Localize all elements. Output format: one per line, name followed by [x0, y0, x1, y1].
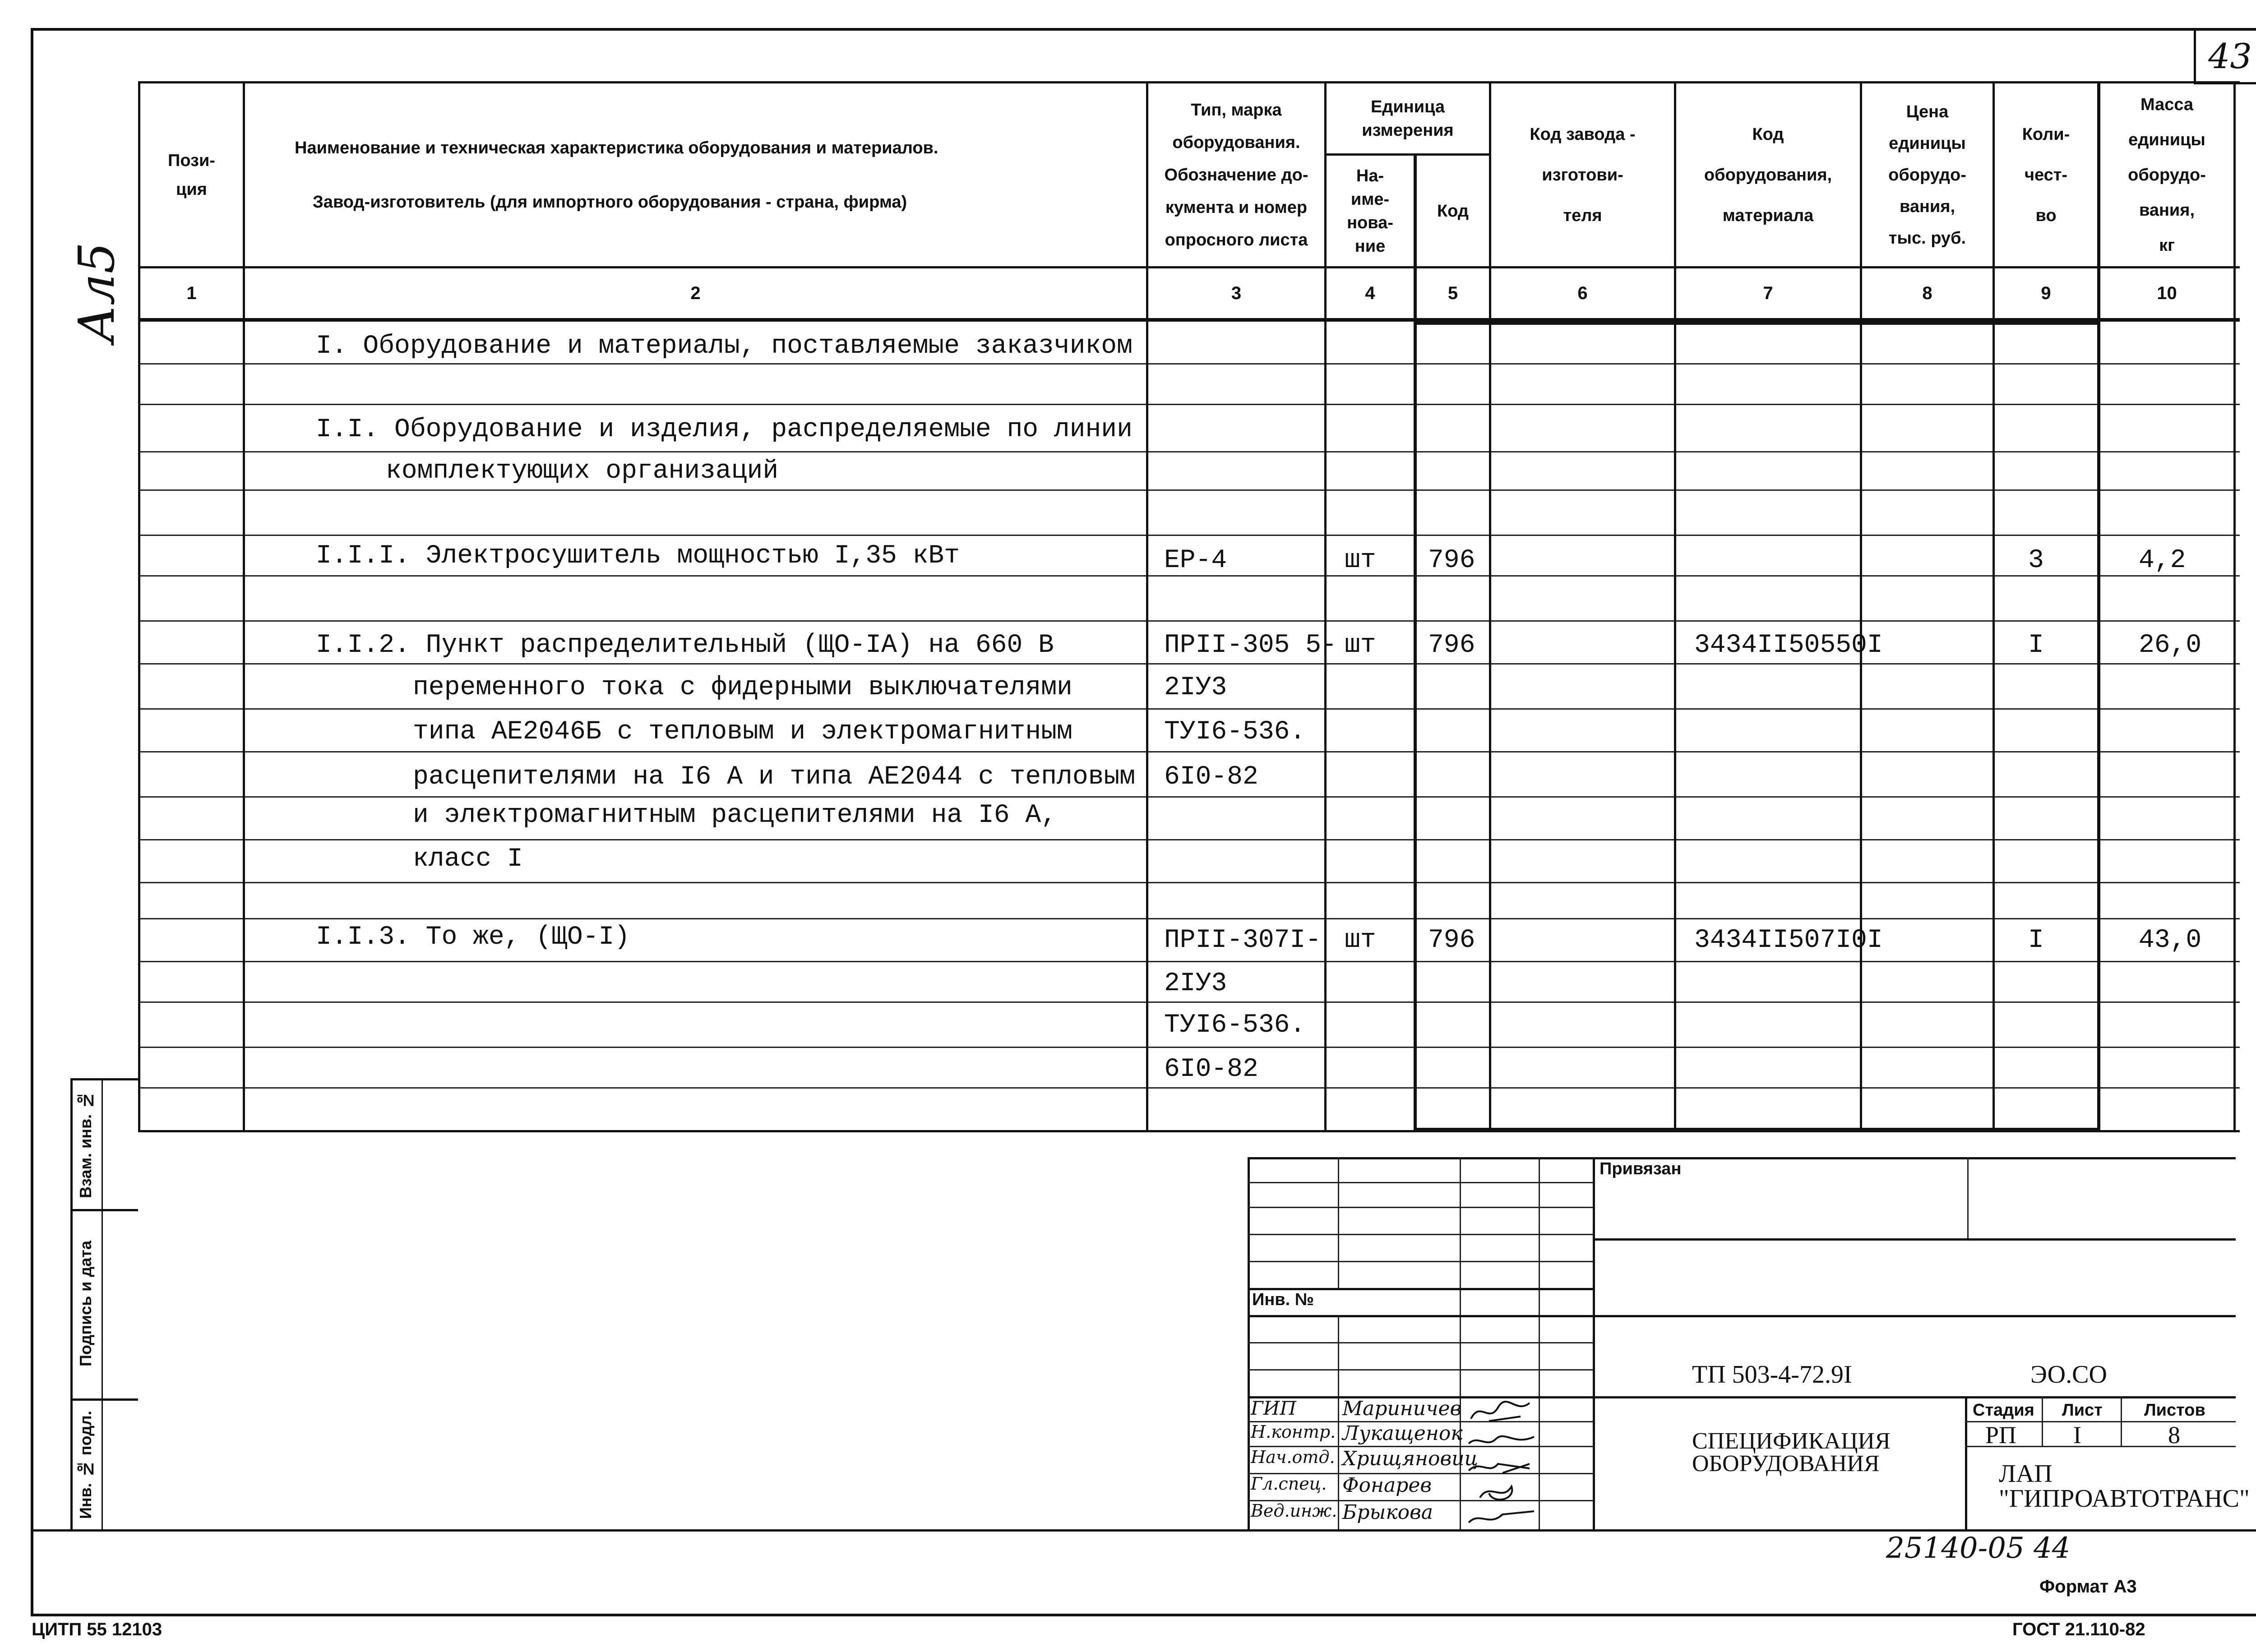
format-label: Формат А3: [2039, 1577, 2137, 1597]
item-type-cont: ТУI6-536.: [1164, 717, 1306, 747]
signature-role: Вед.инж.: [1251, 1501, 1337, 1521]
header-mass: Масса единицы оборудо- вания, кг: [2128, 95, 2206, 255]
item-name-cont: класс I: [413, 844, 523, 874]
sheets-label: Листов: [2144, 1401, 2205, 1420]
doc-code: ТП 503-4-72.9I: [1692, 1361, 1852, 1389]
item-unit: шт: [1345, 926, 1376, 955]
side-stamp-signature-date: Подпись и дата: [76, 1241, 95, 1367]
signature-name: Мариничев: [1342, 1397, 1462, 1420]
doc-title-line1: СПЕЦИФИКАЦИЯ: [1692, 1428, 1891, 1454]
org-line2: "ГИПРОАВТОТРАНС": [1999, 1485, 2250, 1513]
colnum-3: 3: [1231, 283, 1242, 303]
item-material-code: 3434II507I0I: [1694, 926, 1883, 955]
header-unit-code: Код: [1437, 201, 1469, 221]
colnum-9: 9: [2041, 283, 2051, 303]
item-unit: шт: [1345, 546, 1376, 575]
item-unit-code: 796: [1428, 546, 1475, 575]
item-type-cont: 6I0-82: [1164, 1055, 1258, 1084]
colnum-10: 10: [2157, 283, 2177, 303]
colnum-bottom-line: [138, 318, 2240, 322]
colnum-5: 5: [1447, 283, 1458, 303]
doc-suffix: ЭО.СО: [2030, 1361, 2107, 1389]
stage-label: Стадия: [1973, 1401, 2034, 1420]
signature-role: Гл.спец.: [1251, 1474, 1327, 1494]
item-unit: шт: [1345, 631, 1376, 660]
header-unit-name: На- име- нова- ние: [1347, 166, 1393, 256]
signature-role: Нач.отд.: [1251, 1447, 1335, 1467]
section-heading-1: I. Оборудование и материалы, поставляемые заказчиком: [316, 332, 1133, 361]
item-name: I.I.3. То же, (ЩО-I): [316, 923, 630, 952]
item-quantity: 3: [2028, 546, 2044, 575]
item-type-cont: ТУI6-536.: [1164, 1011, 1306, 1040]
signature-role: Н.контр.: [1251, 1422, 1336, 1442]
item-type: ПРII-307I-: [1164, 926, 1322, 955]
item-type-cont: 2IУ3: [1164, 673, 1227, 702]
signature-name: Фонарев: [1342, 1474, 1432, 1497]
header-factory-code: Код завода - изготови- теля: [1530, 125, 1636, 225]
colnum-2: 2: [690, 283, 701, 303]
header-quantity: Коли- чест- во: [2022, 125, 2070, 225]
item-name-cont: типа АЕ2046Б с тепловым и электромагнитным: [413, 717, 1073, 747]
colnum-1: 1: [186, 283, 197, 303]
sheet-label: Лист: [2062, 1401, 2103, 1420]
header-unit: Единица измерения: [1362, 97, 1454, 140]
signature-role: ГИП: [1251, 1397, 1297, 1419]
signature-name: Хрищяновиц: [1342, 1447, 1479, 1470]
stage-value: РП: [1985, 1421, 2017, 1449]
item-mass: 4,2: [2139, 546, 2186, 575]
handwritten-reference: 25140-05 44: [1886, 1532, 2071, 1565]
item-name-cont: и электромагнитным расцепителями на I6 А,: [413, 801, 1057, 830]
item-name-cont: расцепителями на I6 А и типа АЕ2044 с тепловым: [413, 762, 1136, 792]
item-mass: 26,0: [2139, 631, 2202, 660]
item-unit-code: 796: [1428, 926, 1475, 955]
item-type: ПРII-305 5-: [1164, 631, 1337, 660]
header-name: Наименование и техническая характеристика оборудования и материалов. Завод-изготовитель (для импортного оборудования - страна, фирма): [295, 138, 938, 212]
sheets-value: 8: [2168, 1421, 2180, 1449]
item-material-code: 3434II50550I: [1694, 631, 1883, 660]
header-price: Цена единицы оборудо- вания, тыс. руб.: [1888, 102, 1966, 248]
signature-name: Лукащенок: [1342, 1422, 1463, 1445]
side-stamp-inv: Инв. № подл.: [76, 1411, 95, 1519]
item-quantity: I: [2028, 631, 2044, 660]
footer-left: ЦИТП 55 12103: [32, 1620, 162, 1639]
handwritten-signatures: [1462, 1396, 1539, 1529]
item-quantity: I: [2028, 926, 2044, 955]
section-heading-1-1-cont: комплектующих организаций: [386, 457, 779, 486]
side-stamp-vzam: Взам. инв. №: [76, 1091, 95, 1199]
privyazan-label: Привязан: [1600, 1159, 1682, 1178]
item-name: I.I.2. Пункт распределительный (ЩО-IА) на 660 В: [316, 631, 1054, 660]
org-line1: ЛАП: [1999, 1460, 2053, 1488]
inv-no-label: Инв. №: [1252, 1290, 1314, 1309]
item-mass: 43,0: [2139, 926, 2202, 955]
item-name: I.I.I. Электросушитель мощностью I,35 кВт: [316, 541, 960, 571]
signature-name: Брыкова: [1342, 1501, 1433, 1524]
footer-right: ГОСТ 21.110-82: [2012, 1620, 2145, 1639]
colnum-4: 4: [1365, 283, 1375, 303]
section-heading-1-1: I.I. Оборудование и изделия, распределяемые по линии: [316, 415, 1133, 444]
margin-note: Ал5: [68, 242, 125, 343]
item-type: ЕР-4: [1164, 546, 1227, 575]
item-type-cont: 2IУ3: [1164, 969, 1227, 998]
item-unit-code: 796: [1428, 631, 1475, 660]
sheet-value: I: [2073, 1421, 2081, 1449]
colnum-8: 8: [1922, 283, 1932, 303]
colnum-7: 7: [1763, 283, 1773, 303]
header-material-code: Код оборудования, материала: [1704, 125, 1832, 225]
header-type: Тип, марка оборудования. Обозначение до- кумента и номер опросного листа: [1164, 100, 1308, 249]
item-type-cont: 6I0-82: [1164, 762, 1258, 792]
page-corner-number: 43: [2194, 28, 2256, 84]
header-position: Пози- ция: [168, 151, 215, 199]
item-name-cont: переменного тока с фидерными выключателями: [413, 673, 1073, 702]
doc-title-line2: ОБОРУДОВАНИЯ: [1692, 1451, 1880, 1477]
colnum-6: 6: [1577, 283, 1588, 303]
